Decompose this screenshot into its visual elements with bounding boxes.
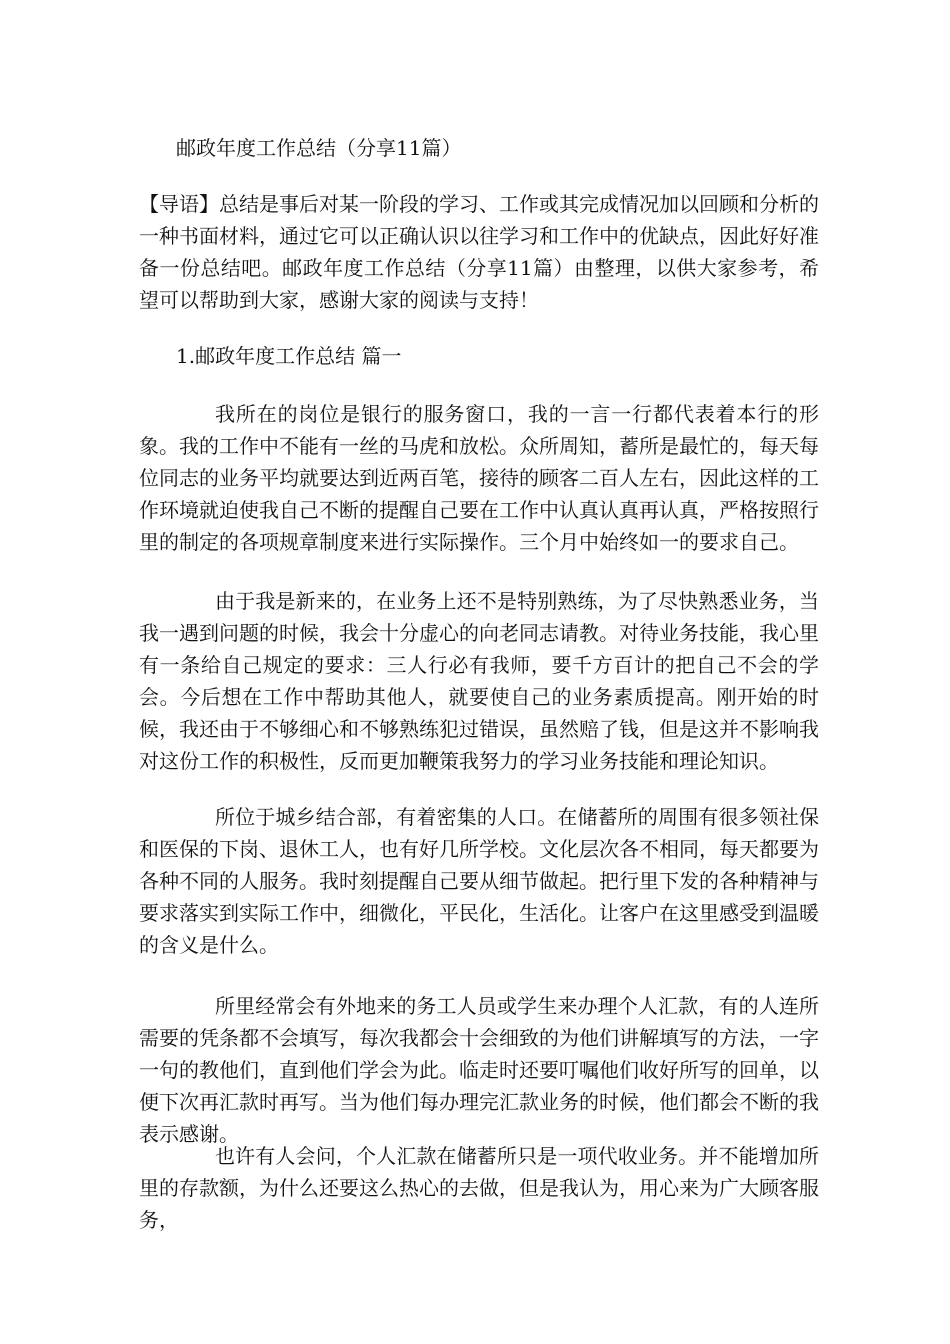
- body-paragraph-3: 所位于城乡结合部，有着密集的人口。在储蓄所的周围有很多领社保和医保的下岗、退休工人，也有好几所学校。文化层次各不相同，每天都要为各种不同的人服务。我时刻提醒自己要从细节做起。把行里下发的各种精神与要求落实到实际工作中，细微化，平民化，生活化。让客户在这里感受到温暖的含义是什么。: [139, 805, 819, 957]
- section-heading: 1.邮政年度工作总结 篇一: [176, 344, 402, 368]
- document-title: 邮政年度工作总结（分享11篇）: [176, 136, 462, 160]
- body-paragraph-4: 所里经常会有外地来的务工人员或学生来办理个人汇款，有的人连所需要的凭条都不会填写，每次我都会十会细致的为他们讲解填写的方法，一字一句的教他们，直到他们学会为此。临走时还要叮嘱他们收好所写的回单，以便下次再汇款时再写。当为他们每办理完汇款业务的时候，他们都会不断的我表示感谢。: [139, 994, 819, 1146]
- intro-paragraph: 【导语】总结是事后对某一阶段的学习、工作或其完成情况加以回顾和分析的一种书面材料，通过它可以正确认识以往学习和工作中的优缺点，因此好好准备一份总结吧。邮政年度工作总结（分享11篇）由整理，以供大家参考，希望可以帮助到大家，感谢大家的阅读与支持！: [139, 192, 819, 312]
- body-paragraph-5: 也许有人会问，个人汇款在储蓄所只是一项代收业务。并不能增加所里的存款额，为什么还要这么热心的去做，但是我认为，用心来为广大顾客服务，: [139, 1144, 819, 1232]
- body-paragraph-2: 由于我是新来的，在业务上还不是特别熟练，为了尽快熟悉业务，当我一遇到问题的时候，我会十分虚心的向老同志请教。对待业务技能，我心里有一条给自己规定的要求：三人行必有我师，要千方百计的把自己不会的学会。今后想在工作中帮助其他人，就要使自己的业务素质提高。刚开始的时候，我还由于不够细心和不够熟练犯过错误，虽然赔了钱，但是这并不影响我对这份工作的积极性，反而更加鞭策我努力的学习业务技能和理论知识。: [139, 589, 819, 773]
- body-paragraph-1: 我所在的岗位是银行的服务窗口，我的一言一行都代表着本行的形象。我的工作中不能有一丝的马虎和放松。众所周知，蓄所是最忙的，每天每位同志的业务平均就要达到近两百笔，接待的顾客二百人左右，因此这样的工作环境就迫使我自己不断的提醒自己要在工作中认真认真再认真，严格按照行里的制定的各项规章制度来进行实际操作。三个月中始终如一的要求自己。: [139, 402, 819, 554]
